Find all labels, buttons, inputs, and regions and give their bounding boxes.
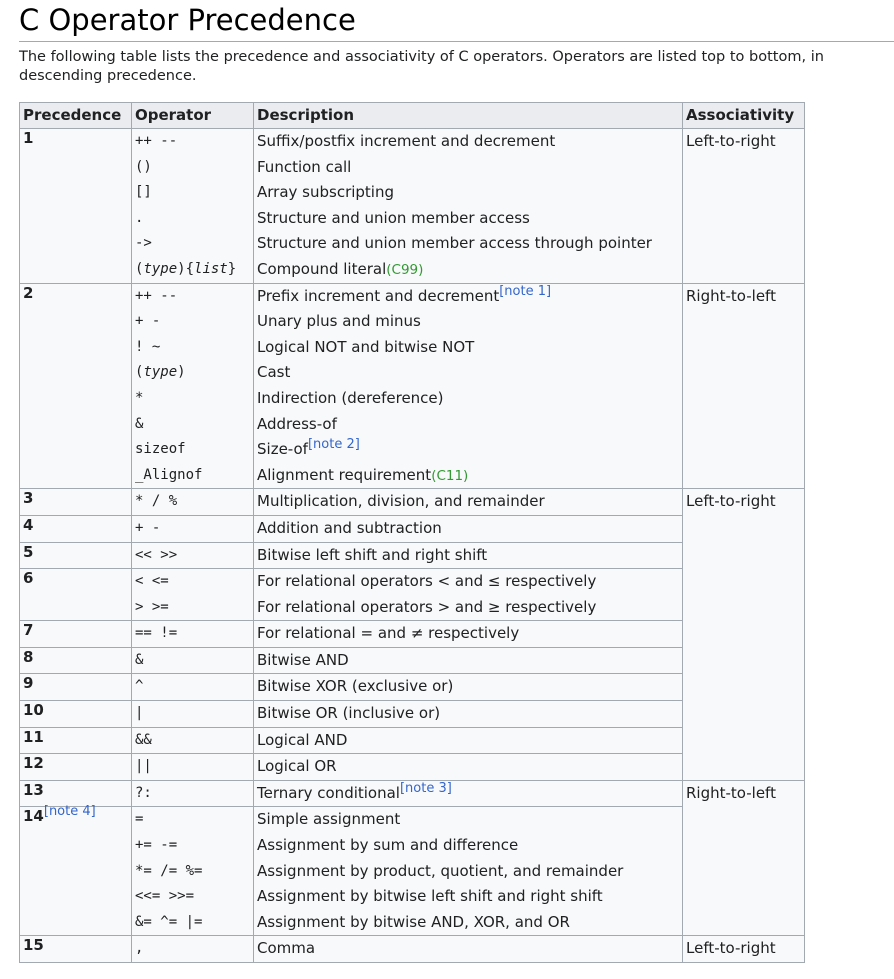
description-line bbox=[257, 910, 679, 936]
precedence-cell bbox=[20, 542, 132, 569]
description-line bbox=[257, 621, 679, 647]
description-line bbox=[257, 543, 679, 569]
table-row bbox=[20, 780, 805, 807]
operator-symbol: < <= bbox=[135, 573, 169, 590]
description-line bbox=[257, 386, 679, 412]
description-cell bbox=[254, 647, 683, 674]
table-row bbox=[20, 489, 805, 516]
description-cell bbox=[254, 621, 683, 648]
operator-symbol: *= /= %= bbox=[135, 862, 203, 879]
operator-symbol: ?: bbox=[135, 784, 152, 801]
note-link[interactable]: [note 4] bbox=[43, 804, 96, 820]
precedence-value: 3 bbox=[23, 489, 34, 508]
associativity-value: Right-to-left bbox=[686, 783, 776, 802]
description-cell bbox=[254, 674, 683, 701]
operator-symbol: << >> bbox=[135, 546, 178, 563]
description-line bbox=[257, 674, 679, 700]
precedence-cell bbox=[20, 936, 132, 963]
operator-cell bbox=[132, 754, 254, 781]
precedence-cell bbox=[20, 129, 132, 284]
operator-cell bbox=[132, 489, 254, 516]
operator-symbol: || bbox=[135, 758, 152, 775]
operator-symbol: ! ~ bbox=[135, 338, 161, 355]
operator-cell bbox=[132, 727, 254, 754]
precedence-cell bbox=[20, 489, 132, 516]
description-text: Unary plus and minus bbox=[257, 312, 421, 331]
description-line bbox=[257, 257, 679, 283]
operator-symbol: (type){list} bbox=[135, 260, 237, 277]
description-cell bbox=[254, 489, 683, 516]
associativity-value: Left-to-right bbox=[686, 132, 776, 150]
description-line bbox=[257, 284, 679, 310]
precedence-cell bbox=[20, 754, 132, 781]
description-line bbox=[257, 859, 679, 885]
operator-cell bbox=[132, 569, 254, 621]
operator-symbol: + - bbox=[135, 313, 161, 330]
description-text: Assignment by bitwise left shift and right shift bbox=[257, 887, 603, 906]
precedence-value: 7 bbox=[23, 621, 34, 640]
description-cell bbox=[254, 936, 683, 963]
operator-cell bbox=[132, 283, 254, 489]
operator-symbol: + - bbox=[135, 519, 161, 536]
operator-cell bbox=[132, 936, 254, 963]
precedence-cell bbox=[20, 283, 132, 489]
operator-symbol: = bbox=[135, 811, 144, 828]
operator-symbol: && bbox=[135, 731, 152, 748]
operator-symbol: () bbox=[135, 158, 152, 175]
description-text: Structure and union member access bbox=[257, 208, 530, 227]
description-line bbox=[257, 463, 679, 489]
description-text: Multiplication, division, and remainder bbox=[257, 492, 545, 511]
description-text: Compound literal bbox=[257, 259, 387, 278]
operator-symbol: & bbox=[135, 415, 144, 432]
description-text: Prefix increment and decrement bbox=[257, 286, 500, 305]
associativity-cell bbox=[683, 780, 805, 936]
operator-symbol: > >= bbox=[135, 598, 169, 615]
description-text: Addition and subtraction bbox=[257, 518, 442, 537]
description-line bbox=[257, 180, 679, 206]
description-text: Cast bbox=[257, 363, 291, 382]
associativity-cell bbox=[683, 936, 805, 963]
description-line bbox=[257, 335, 679, 361]
page bbox=[19, 0, 894, 958]
table-header-row bbox=[20, 103, 805, 129]
description-cell bbox=[254, 754, 683, 781]
associativity-value: Right-to-left bbox=[686, 286, 776, 305]
description-text: Structure and union member access through pointer bbox=[257, 234, 652, 253]
description-text: Array subscripting bbox=[257, 183, 395, 202]
description-line bbox=[257, 781, 679, 807]
description-line bbox=[257, 701, 679, 727]
operator-cell bbox=[132, 647, 254, 674]
precedence-value: 8 bbox=[23, 647, 34, 666]
description-line bbox=[257, 360, 679, 386]
precedence-value: 11 bbox=[23, 727, 44, 746]
description-text: Simple assignment bbox=[257, 810, 401, 829]
description-text: Indirection (dereference) bbox=[257, 388, 444, 407]
operator-symbol: -> bbox=[135, 235, 152, 252]
precedence-cell bbox=[20, 804, 132, 936]
description-line bbox=[257, 155, 679, 181]
description-text: Comma bbox=[257, 939, 316, 958]
operator-cell bbox=[132, 701, 254, 728]
precedence-value: 4 bbox=[23, 515, 34, 534]
description-text: Assignment by bitwise AND, XOR, and OR bbox=[257, 912, 570, 931]
description-cell bbox=[254, 807, 683, 936]
description-cell bbox=[254, 780, 683, 807]
precedence-cell bbox=[20, 701, 132, 728]
description-text: Logical AND bbox=[257, 730, 348, 749]
description-line bbox=[257, 807, 679, 833]
description-text: Address-of bbox=[257, 414, 337, 433]
description-line bbox=[257, 412, 679, 438]
operator-symbol: &= ^= |= bbox=[135, 913, 203, 930]
precedence-table bbox=[19, 102, 805, 963]
table-body bbox=[20, 129, 805, 963]
header-description: Description bbox=[254, 103, 683, 129]
operator-symbol: * bbox=[135, 389, 144, 406]
precedence-cell bbox=[20, 569, 132, 621]
precedence-cell bbox=[20, 515, 132, 542]
description-cell bbox=[254, 727, 683, 754]
table-row bbox=[20, 129, 805, 284]
page-title: C Operator Precedence bbox=[19, 0, 894, 42]
description-line bbox=[257, 833, 679, 859]
header-precedence: Precedence bbox=[20, 103, 132, 129]
operator-symbol: , bbox=[135, 940, 144, 957]
description-line bbox=[257, 936, 679, 962]
operator-cell bbox=[132, 780, 254, 807]
associativity-cell bbox=[683, 129, 805, 284]
operator-cell bbox=[132, 515, 254, 542]
description-line bbox=[257, 231, 679, 257]
header-operator: Operator bbox=[132, 103, 254, 129]
description-text: For relational = and ≠ respectively bbox=[257, 624, 520, 643]
description-line bbox=[257, 206, 679, 232]
precedence-value: 6 bbox=[23, 569, 34, 588]
description-line bbox=[257, 754, 679, 780]
description-cell bbox=[254, 515, 683, 542]
note-link[interactable]: [note 1] bbox=[499, 283, 552, 299]
precedence-cell bbox=[20, 674, 132, 701]
description-text: Bitwise OR (inclusive or) bbox=[257, 704, 441, 723]
table-row bbox=[20, 283, 805, 489]
operator-symbol: _Alignof bbox=[135, 466, 203, 483]
description-cell bbox=[254, 129, 683, 284]
operator-symbol: | bbox=[135, 705, 144, 722]
standard-badge: (C11) bbox=[431, 467, 469, 484]
intro-text: The following table lists the precedence and associativity of C operators. Operators are listed top to bottom, in descending precedence. bbox=[19, 49, 824, 84]
operator-symbol: (type) bbox=[135, 364, 186, 381]
description-text: Ternary conditional bbox=[257, 783, 400, 802]
description-text: Logical NOT and bitwise NOT bbox=[257, 337, 475, 356]
description-text: Bitwise left shift and right shift bbox=[257, 545, 488, 564]
operator-symbol: == != bbox=[135, 625, 178, 642]
note-link[interactable]: [note 3] bbox=[399, 780, 452, 796]
operator-cell bbox=[132, 621, 254, 648]
description-line bbox=[257, 516, 679, 542]
description-text: Assignment by sum and difference bbox=[257, 836, 519, 855]
description-line bbox=[257, 569, 679, 595]
description-text: Function call bbox=[257, 157, 352, 176]
precedence-value: 14 bbox=[23, 807, 44, 826]
operator-symbol: <<= >>= bbox=[135, 888, 195, 905]
description-line bbox=[257, 489, 679, 515]
description-text: Logical OR bbox=[257, 757, 337, 776]
description-line bbox=[257, 884, 679, 910]
description-text: Bitwise XOR (exclusive or) bbox=[257, 677, 454, 696]
operator-symbol: sizeof bbox=[135, 441, 186, 458]
description-text: For relational operators < and ≤ respectively bbox=[257, 572, 597, 591]
precedence-cell bbox=[20, 621, 132, 648]
description-line bbox=[257, 129, 679, 155]
associativity-value: Left-to-right bbox=[686, 939, 776, 958]
header-associativity: Associativity bbox=[683, 103, 805, 129]
description-line bbox=[257, 728, 679, 754]
precedence-value: 12 bbox=[23, 754, 44, 773]
description-text: Bitwise AND bbox=[257, 650, 349, 669]
description-cell bbox=[254, 701, 683, 728]
description-cell bbox=[254, 542, 683, 569]
precedence-cell bbox=[20, 647, 132, 674]
description-cell bbox=[254, 569, 683, 621]
operator-symbol: . bbox=[135, 209, 144, 226]
description-text: Alignment requirement bbox=[257, 465, 432, 484]
associativity-cell bbox=[683, 489, 805, 781]
description-text: Suffix/postfix increment and decrement bbox=[257, 132, 556, 150]
precedence-value: 10 bbox=[23, 701, 44, 720]
description-line bbox=[257, 437, 679, 463]
operator-symbol: ++ -- bbox=[135, 287, 178, 304]
precedence-value: 13 bbox=[23, 780, 44, 799]
precedence-value: 2 bbox=[23, 283, 34, 302]
operator-cell bbox=[132, 674, 254, 701]
operator-symbol: & bbox=[135, 651, 144, 668]
operator-symbol: += -= bbox=[135, 837, 178, 854]
associativity-cell bbox=[683, 283, 805, 489]
description-line bbox=[257, 595, 679, 621]
description-text: Assignment by product, quotient, and remainder bbox=[257, 861, 624, 880]
operator-cell bbox=[132, 807, 254, 936]
precedence-cell bbox=[20, 780, 132, 807]
operator-cell bbox=[132, 542, 254, 569]
precedence-value: 15 bbox=[23, 936, 44, 955]
description-text: For relational operators > and ≥ respectively bbox=[257, 597, 597, 616]
precedence-value: 9 bbox=[23, 674, 34, 693]
operator-symbol: * / % bbox=[135, 493, 178, 510]
operator-symbol: ^ bbox=[135, 678, 144, 695]
operator-symbol: ++ -- bbox=[135, 133, 178, 149]
operator-cell bbox=[132, 129, 254, 284]
precedence-cell bbox=[20, 727, 132, 754]
table-row bbox=[20, 936, 805, 963]
associativity-value: Left-to-right bbox=[686, 492, 776, 511]
description-cell bbox=[254, 283, 683, 489]
description-line bbox=[257, 309, 679, 335]
precedence-value: 5 bbox=[23, 542, 34, 561]
standard-badge: (C99) bbox=[386, 261, 424, 278]
note-link[interactable]: [note 2] bbox=[307, 437, 360, 453]
operator-symbol: [] bbox=[135, 184, 152, 201]
description-text: Size-of bbox=[257, 440, 308, 459]
description-line bbox=[257, 648, 679, 674]
precedence-value: 1 bbox=[23, 129, 34, 147]
